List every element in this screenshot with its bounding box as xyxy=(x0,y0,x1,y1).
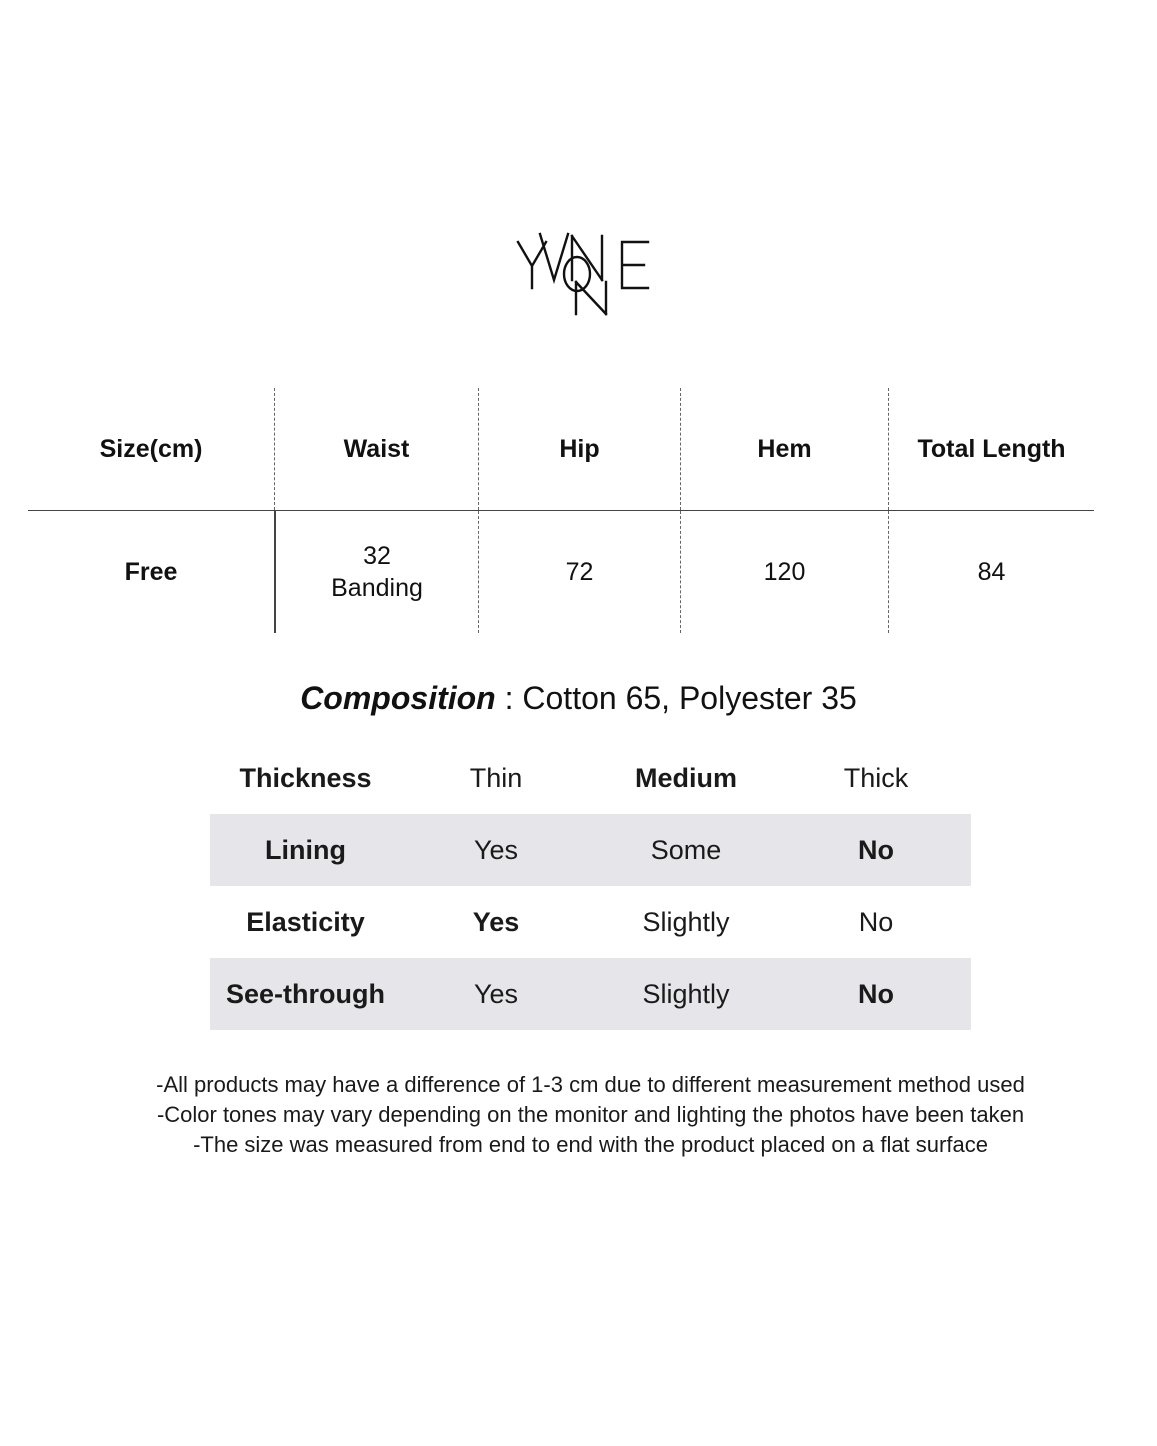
attribute-row-elasticity xyxy=(210,886,971,958)
note-line: -The size was measured from end to end with the product placed on a flat surface xyxy=(193,1132,988,1157)
attribute-row-thickness xyxy=(210,742,971,814)
attribute-option: Slightly xyxy=(642,906,730,937)
attribute-option: Slightly xyxy=(591,958,781,1030)
attribute-option: Thin xyxy=(469,762,523,793)
attribute-option: Yes xyxy=(401,814,591,886)
attribute-row-lining xyxy=(210,814,971,886)
attribute-option: Thick xyxy=(843,762,909,793)
header-size: Size(cm) xyxy=(99,435,203,463)
note-line: -All products may have a difference of 1-3 cm due to different measurement method used xyxy=(156,1072,1025,1097)
attribute-label: See-through xyxy=(210,958,401,1030)
header-total-length: Total Length xyxy=(917,435,1066,463)
attribute-option: No xyxy=(858,906,894,937)
value-waist-note: Banding xyxy=(331,574,423,602)
attribute-label: Thickness xyxy=(239,762,372,793)
header-hip: Hip xyxy=(479,388,681,510)
brand-logo xyxy=(510,222,660,322)
composition-line xyxy=(0,680,1157,717)
header-hem: Hem xyxy=(681,388,889,510)
attribute-row-see-through xyxy=(210,958,971,1030)
attribute-option-selected: No xyxy=(781,814,971,886)
composition-value: Cotton 65, Polyester 35 xyxy=(522,680,857,716)
value-hip: 72 xyxy=(479,511,681,633)
size-table-header-row xyxy=(28,388,1094,510)
size-table-value-row xyxy=(28,511,1094,633)
value-waist xyxy=(274,511,479,633)
attribute-label: Lining xyxy=(210,814,401,886)
attribute-option: Some xyxy=(591,814,781,886)
value-total-length: 84 xyxy=(977,558,1006,586)
attribute-option-selected: Yes xyxy=(472,906,520,937)
header-waist: Waist xyxy=(274,388,479,510)
attribute-option: Yes xyxy=(401,958,591,1030)
value-waist-number: 32 xyxy=(363,542,391,570)
size-table xyxy=(28,388,1094,633)
notes xyxy=(0,1070,1157,1160)
fabric-attributes-table xyxy=(210,742,971,1030)
attribute-label: Elasticity xyxy=(246,906,365,937)
attribute-option-selected: Medium xyxy=(634,762,737,793)
composition-label: Composition xyxy=(300,680,496,716)
value-hem: 120 xyxy=(681,511,889,633)
value-size: Free xyxy=(124,558,178,586)
attribute-option-selected: No xyxy=(781,958,971,1030)
composition-separator: : xyxy=(495,680,523,716)
note-line: -Color tones may vary depending on the monitor and lighting the photos have been taken xyxy=(156,1102,1025,1127)
